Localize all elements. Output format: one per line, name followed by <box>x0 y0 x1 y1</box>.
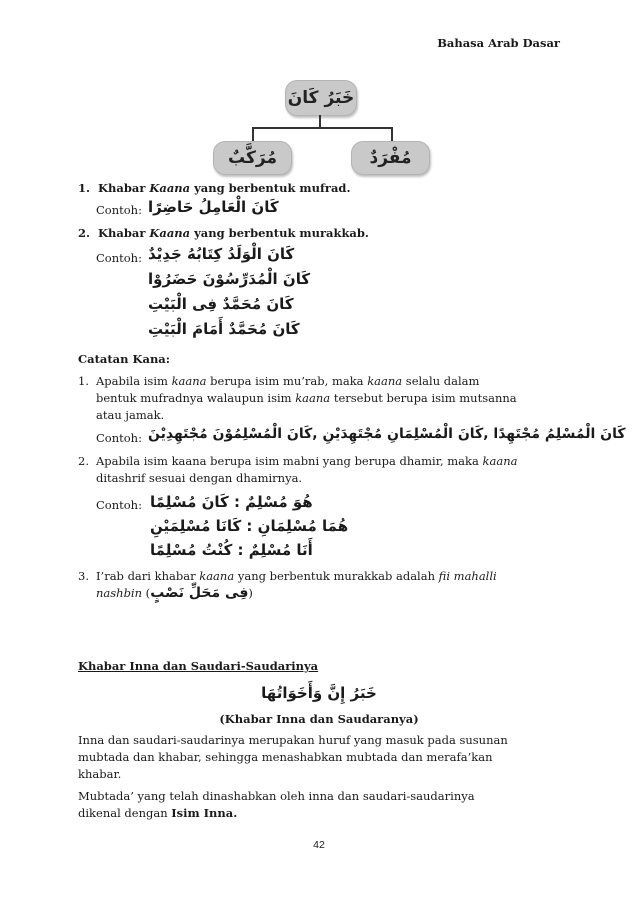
paragraph-2: Mubtada’ yang telah dinashabkan oleh inna dan saudari-saudarinya dikenal dengan Isim Inna. <box>78 789 475 820</box>
list-item-murakkab: 2. Khabar Kaana yang berbentuk murakkab. <box>78 226 369 240</box>
diagram-connector <box>252 127 254 141</box>
diagram-connector <box>252 127 392 129</box>
example-arabic: هُوَ مُسْلِمٌ : كَانَ مُسْلِمًا <box>150 493 313 511</box>
diagram-root-node: خَبَرُ كَانَ <box>285 80 357 116</box>
example-arabic: كَانَ مُحَمَّدٌ فِى الْبَيْتِ <box>148 295 294 313</box>
note-1-text: Apabila isim kaana berupa isim mu’rab, maka kaana selalu dalam bentuk mufradnya walaupun isim kaana tersebut berupa isim mutsanna atau jamak. <box>96 374 517 422</box>
example-arabic: هُمَا مُسْلِمَانِ : كَانَا مُسْلِمَيْنِ <box>150 517 349 535</box>
note-2-number: 2. <box>78 454 89 468</box>
contoh-label: Contoh: <box>96 203 142 217</box>
list-item-mufrad: 1. Khabar Kaana yang berbentuk mufrad. <box>78 181 351 195</box>
example-arabic: كَانَ الْوَلَدُ كِتَابُهُ جَدِيْدٌ <box>148 245 295 263</box>
paragraph-1: Inna dan saudari-saudarinya merupakan huruf yang masuk pada susunan mubtada dan khabar, sehingga menashabkan mubtada dan merafa’kan khabar. <box>78 733 508 781</box>
contoh-label: Contoh: <box>96 431 142 445</box>
section-arabic-title: خَبَرُ إِنَّ وَأَخَوَاتُهَا <box>261 684 377 702</box>
note-3-text: I’rab dari khabar kaana yang berbentuk murakkab adalah fii mahalli nashbin (فِى مَحَلِّ نَصْبٍ) <box>96 569 497 601</box>
note-2-text: Apabila isim kaana berupa isim mabni yang berupa dhamir, maka kaana ditashrif sesuai dengan dhamirnya. <box>96 454 518 485</box>
running-header: Bahasa Arab Dasar <box>437 36 560 50</box>
contoh-label: Contoh: <box>96 251 142 265</box>
note-1-number: 1. <box>78 374 89 388</box>
example-arabic: كَانَ الْمُدَرِّسُوْنَ حَضَرُوْا <box>148 270 311 288</box>
example-arabic: أَنَا مُسْلِمٌ : كُنْتُ مُسْلِمًا <box>150 541 313 559</box>
example-arabic: كَانَ مُحَمَّدٌ أَمَامَ الْبَيْتِ <box>148 320 300 338</box>
diagram-murakkab-node: مُرَكَّبٌ <box>213 141 292 175</box>
note-3-number: 3. <box>78 569 89 583</box>
contoh-label: Contoh: <box>96 498 142 512</box>
catatan-heading: Catatan Kana: <box>78 352 170 366</box>
diagram-mufrad-node: مُفْرَدٌ <box>351 141 430 175</box>
section-title: Khabar Inna dan Saudari-Saudarinya <box>78 659 319 673</box>
example-arabic: كَانَ الْمُسْلِمُ مُجْتَهِدًا ,كَانَ الْمُسْلِمَانِ مُجْتَهِدَيْنِ ,كَانَ الْمُسْلِمُوْنَ مُجْتَهِدِيْنَ <box>148 426 626 442</box>
example-arabic: كَانَ الْعَامِلُ حَاضِرًا <box>148 198 279 216</box>
page-number: 42 <box>313 839 325 851</box>
section-subtitle: (Khabar Inna dan Saudaranya) <box>219 712 419 726</box>
diagram-connector <box>391 127 393 141</box>
